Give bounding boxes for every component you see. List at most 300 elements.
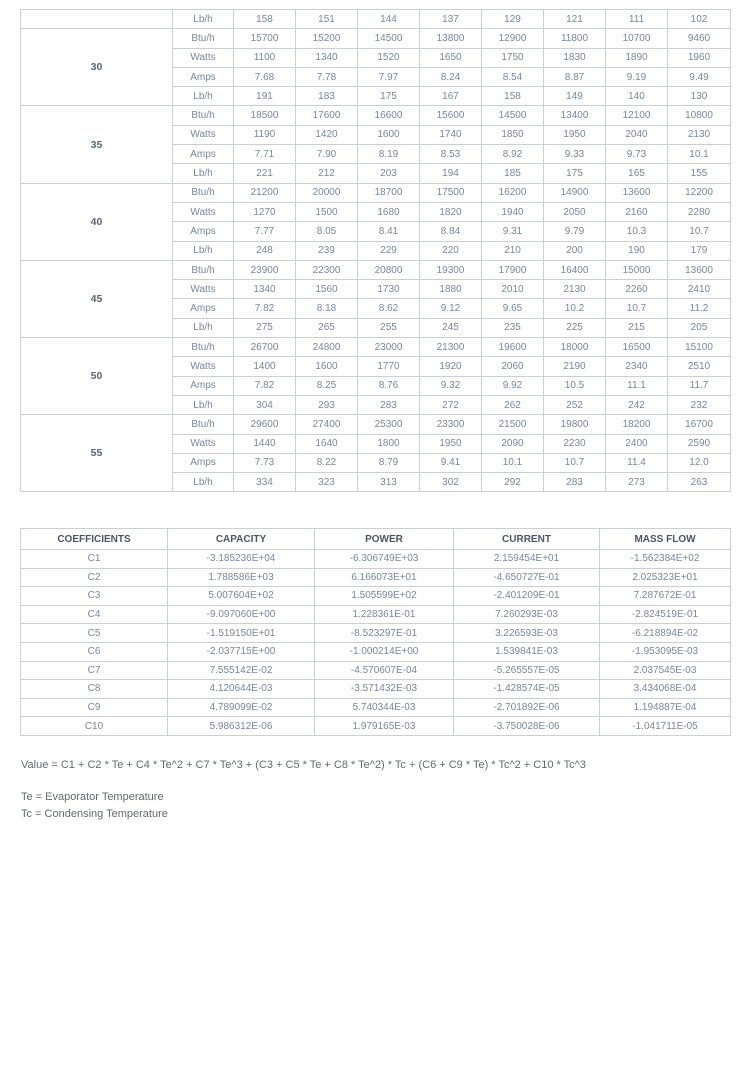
value-cell: 9.79 (544, 222, 606, 241)
value-cell: 9.65 (482, 299, 544, 318)
coefficient-name-cell: C4 (21, 605, 168, 624)
value-cell: 18000 (544, 338, 606, 357)
value-cell: 9.31 (482, 222, 544, 241)
value-cell: 242 (606, 395, 668, 414)
value-cell: 24800 (296, 338, 358, 357)
value-cell: 111 (606, 10, 668, 29)
value-cell: 9.73 (606, 145, 668, 164)
value-cell: 10.5 (544, 376, 606, 395)
value-cell: 190 (606, 241, 668, 260)
value-cell: 1820 (420, 202, 482, 221)
table-row (21, 698, 731, 717)
value-cell: 265 (296, 318, 358, 337)
coefficient-value-cell: -1.953095E-03 (600, 642, 731, 661)
value-cell: 245 (420, 318, 482, 337)
value-cell: 273 (606, 473, 668, 492)
coefficient-value-cell: 1.788586E+03 (168, 568, 315, 587)
value-cell: 10.7 (668, 222, 731, 241)
value-cell: 7.82 (234, 376, 296, 395)
value-cell: 1270 (234, 202, 296, 221)
coefficient-value-cell: -1.000214E+00 (315, 642, 454, 661)
value-cell: 8.76 (358, 376, 420, 395)
value-cell: 23300 (420, 415, 482, 434)
coefficient-value-cell: -6.306749E+03 (315, 550, 454, 569)
value-cell: 304 (234, 395, 296, 414)
value-cell: 1950 (544, 125, 606, 144)
coefficient-value-cell: 7.260293E-03 (454, 605, 600, 624)
table-row (21, 605, 731, 624)
value-cell: 1560 (296, 280, 358, 299)
value-cell: 158 (234, 10, 296, 29)
value-cell: 8.54 (482, 67, 544, 86)
coefficient-value-cell: -1.041711E-05 (600, 717, 731, 736)
value-cell: 1890 (606, 48, 668, 67)
value-cell: 293 (296, 395, 358, 414)
unit-cell: Amps (173, 67, 234, 86)
value-cell: 12900 (482, 29, 544, 48)
coefficient-value-cell: -3.750028E-06 (454, 717, 600, 736)
coefficients-header-row (21, 529, 731, 550)
coefficients-table-body (21, 550, 731, 736)
value-cell: 263 (668, 473, 731, 492)
coefficient-value-cell: 2.025323E+01 (600, 568, 731, 587)
coefficient-value-cell: -2.037715E+00 (168, 642, 315, 661)
value-cell: 11800 (544, 29, 606, 48)
coefficient-value-cell: -2.701892E-06 (454, 698, 600, 717)
unit-cell: Lb/h (173, 318, 234, 337)
value-cell: 12.0 (668, 453, 731, 472)
value-cell: 26700 (234, 338, 296, 357)
coefficient-value-cell: -4.570607E-04 (315, 661, 454, 680)
table-row (21, 550, 731, 569)
value-cell: 16500 (606, 338, 668, 357)
value-cell: 9.92 (482, 376, 544, 395)
temperature-cell: 45 (21, 260, 173, 337)
value-cell: 8.87 (544, 67, 606, 86)
unit-cell: Btu/h (173, 260, 234, 279)
coefficient-name-cell: C9 (21, 698, 168, 717)
coefficient-value-cell: 1.539841E-03 (454, 642, 600, 661)
value-cell: 8.25 (296, 376, 358, 395)
unit-cell: Amps (173, 376, 234, 395)
value-cell: 13400 (544, 106, 606, 125)
column-header: CAPACITY (168, 529, 315, 550)
value-cell: 16400 (544, 260, 606, 279)
value-cell: 17500 (420, 183, 482, 202)
value-cell: 334 (234, 473, 296, 492)
value-cell: 10700 (606, 29, 668, 48)
value-cell: 19800 (544, 415, 606, 434)
value-cell: 12200 (668, 183, 731, 202)
value-cell: 15200 (296, 29, 358, 48)
table-row (21, 338, 731, 357)
value-cell: 10.1 (668, 145, 731, 164)
value-cell: 1920 (420, 357, 482, 376)
value-cell: 10.7 (544, 453, 606, 472)
value-cell: 2130 (544, 280, 606, 299)
value-cell: 1880 (420, 280, 482, 299)
value-cell: 9.19 (606, 67, 668, 86)
coefficient-name-cell: C3 (21, 587, 168, 606)
value-cell: 25300 (358, 415, 420, 434)
value-cell: 15000 (606, 260, 668, 279)
value-cell: 11.7 (668, 376, 731, 395)
value-cell: 18200 (606, 415, 668, 434)
value-cell: 229 (358, 241, 420, 260)
value-cell: 158 (482, 87, 544, 106)
value-cell: 1740 (420, 125, 482, 144)
value-cell: 20000 (296, 183, 358, 202)
value-cell: 129 (482, 10, 544, 29)
value-cell: 1440 (234, 434, 296, 453)
value-cell: 18500 (234, 106, 296, 125)
value-cell: 155 (668, 164, 731, 183)
value-cell: 252 (544, 395, 606, 414)
value-cell: 167 (420, 87, 482, 106)
value-cell: 1680 (358, 202, 420, 221)
value-cell: 220 (420, 241, 482, 260)
table-row (21, 587, 731, 606)
coefficient-value-cell: 1.979165E-03 (315, 717, 454, 736)
coefficient-value-cell: 4.789099E-02 (168, 698, 315, 717)
unit-cell: Watts (173, 434, 234, 453)
value-cell: 203 (358, 164, 420, 183)
coefficient-name-cell: C6 (21, 642, 168, 661)
note-condensing-temperature: Tc = Condensing Temperature (21, 808, 168, 820)
coefficient-value-cell: 5.007604E+02 (168, 587, 315, 606)
coefficient-value-cell: 3.434068E-04 (600, 680, 731, 699)
value-cell: 323 (296, 473, 358, 492)
value-cell: 235 (482, 318, 544, 337)
value-cell: 7.90 (296, 145, 358, 164)
performance-table (20, 9, 731, 492)
value-cell: 14500 (482, 106, 544, 125)
coefficient-value-cell: -1.428574E-05 (454, 680, 600, 699)
value-cell: 2340 (606, 357, 668, 376)
temperature-cell: 40 (21, 183, 173, 260)
unit-cell: Lb/h (173, 473, 234, 492)
column-header: CURRENT (454, 529, 600, 550)
coefficient-value-cell: -1.519150E+01 (168, 624, 315, 643)
value-cell: 8.62 (358, 299, 420, 318)
value-cell: 8.18 (296, 299, 358, 318)
table-row (21, 260, 731, 279)
value-cell: 175 (358, 87, 420, 106)
coefficient-value-cell: -2.824519E-01 (600, 605, 731, 624)
table-row (21, 661, 731, 680)
table-row (21, 624, 731, 643)
value-cell: 7.68 (234, 67, 296, 86)
coefficient-value-cell: 4.120644E-03 (168, 680, 315, 699)
value-cell: 10.3 (606, 222, 668, 241)
value-cell: 11.2 (668, 299, 731, 318)
coefficient-value-cell: 3.226593E-03 (454, 624, 600, 643)
value-cell: 1960 (668, 48, 731, 67)
value-cell: 283 (358, 395, 420, 414)
value-cell: 1730 (358, 280, 420, 299)
temperature-cell: 50 (21, 338, 173, 415)
value-cell: 1850 (482, 125, 544, 144)
value-cell: 9.41 (420, 453, 482, 472)
value-cell: 275 (234, 318, 296, 337)
coefficient-name-cell: C8 (21, 680, 168, 699)
value-cell: 14500 (358, 29, 420, 48)
value-cell: 8.05 (296, 222, 358, 241)
value-cell: 272 (420, 395, 482, 414)
value-cell: 130 (668, 87, 731, 106)
temperature-cell: 35 (21, 106, 173, 183)
value-cell: 8.53 (420, 145, 482, 164)
value-cell: 23900 (234, 260, 296, 279)
value-cell: 13600 (606, 183, 668, 202)
value-cell: 1600 (358, 125, 420, 144)
value-cell: 2040 (606, 125, 668, 144)
value-cell: 15600 (420, 106, 482, 125)
table-row (21, 717, 731, 736)
coefficient-value-cell: 7.287672E-01 (600, 587, 731, 606)
value-cell: 2590 (668, 434, 731, 453)
value-cell: 2010 (482, 280, 544, 299)
value-cell: 12100 (606, 106, 668, 125)
value-cell: 1400 (234, 357, 296, 376)
value-cell: 11.1 (606, 376, 668, 395)
value-cell: 2190 (544, 357, 606, 376)
value-cell: 9.33 (544, 145, 606, 164)
value-cell: 7.73 (234, 453, 296, 472)
value-cell: 183 (296, 87, 358, 106)
value-cell: 232 (668, 395, 731, 414)
value-cell: 2130 (668, 125, 731, 144)
unit-cell: Amps (173, 222, 234, 241)
unit-cell: Btu/h (173, 29, 234, 48)
value-cell: 2410 (668, 280, 731, 299)
coefficient-value-cell: 2.037545E-03 (600, 661, 731, 680)
value-cell: 248 (234, 241, 296, 260)
unit-cell: Btu/h (173, 415, 234, 434)
value-cell: 1520 (358, 48, 420, 67)
note-evaporator-temperature: Te = Evaporator Temperature (21, 791, 164, 803)
value-cell: 2090 (482, 434, 544, 453)
value-cell: 8.24 (420, 67, 482, 86)
column-header: POWER (315, 529, 454, 550)
value-cell: 191 (234, 87, 296, 106)
value-cell: 149 (544, 87, 606, 106)
value-cell: 18700 (358, 183, 420, 202)
table-row (21, 183, 731, 202)
value-cell: 2060 (482, 357, 544, 376)
coefficient-value-cell: -2.401209E-01 (454, 587, 600, 606)
value-cell: 215 (606, 318, 668, 337)
coefficient-value-cell: -3.571432E-03 (315, 680, 454, 699)
value-cell: 221 (234, 164, 296, 183)
value-cell: 1500 (296, 202, 358, 221)
performance-table-body (21, 10, 731, 492)
value-cell: 7.71 (234, 145, 296, 164)
coefficient-value-cell: -5.265557E-05 (454, 661, 600, 680)
value-cell: 10800 (668, 106, 731, 125)
unit-cell: Btu/h (173, 106, 234, 125)
unit-cell: Watts (173, 280, 234, 299)
value-cell: 10.2 (544, 299, 606, 318)
coefficient-value-cell: 1.228361E-01 (315, 605, 454, 624)
value-cell: 1190 (234, 125, 296, 144)
value-cell: 210 (482, 241, 544, 260)
temperature-cell (21, 10, 173, 29)
table-row (21, 568, 731, 587)
value-cell: 7.78 (296, 67, 358, 86)
unit-cell: Lb/h (173, 164, 234, 183)
coefficient-name-cell: C1 (21, 550, 168, 569)
coefficient-value-cell: -1.562384E+02 (600, 550, 731, 569)
value-cell: 16200 (482, 183, 544, 202)
value-cell: 1750 (482, 48, 544, 67)
value-cell: 23000 (358, 338, 420, 357)
coefficient-value-cell: -6.218894E-02 (600, 624, 731, 643)
value-cell: 22300 (296, 260, 358, 279)
value-cell: 1340 (234, 280, 296, 299)
value-cell: 2400 (606, 434, 668, 453)
value-cell: 225 (544, 318, 606, 337)
value-cell: 1940 (482, 202, 544, 221)
value-cell: 9460 (668, 29, 731, 48)
value-cell: 13600 (668, 260, 731, 279)
value-cell: 1770 (358, 357, 420, 376)
value-cell: 15100 (668, 338, 731, 357)
value-cell: 7.97 (358, 67, 420, 86)
coefficient-name-cell: C10 (21, 717, 168, 736)
unit-cell: Lb/h (173, 87, 234, 106)
value-cell: 19300 (420, 260, 482, 279)
value-cell: 194 (420, 164, 482, 183)
table-row (21, 29, 731, 48)
value-cell: 313 (358, 473, 420, 492)
value-cell: 15700 (234, 29, 296, 48)
value-cell: 151 (296, 10, 358, 29)
value-cell: 200 (544, 241, 606, 260)
coefficient-value-cell: 7.555142E-02 (168, 661, 315, 680)
value-cell: 21200 (234, 183, 296, 202)
unit-cell: Amps (173, 299, 234, 318)
value-cell: 2510 (668, 357, 731, 376)
value-cell: 205 (668, 318, 731, 337)
value-cell: 292 (482, 473, 544, 492)
coefficients-table (20, 528, 731, 736)
value-cell: 8.84 (420, 222, 482, 241)
value-cell: 2160 (606, 202, 668, 221)
unit-cell: Watts (173, 357, 234, 376)
table-row (21, 680, 731, 699)
value-cell: 10.1 (482, 453, 544, 472)
value-cell: 9.49 (668, 67, 731, 86)
table-row (21, 106, 731, 125)
value-cell: 262 (482, 395, 544, 414)
value-cell: 302 (420, 473, 482, 492)
coefficient-value-cell: 2.159454E+01 (454, 550, 600, 569)
coefficient-value-cell: -9.097060E+00 (168, 605, 315, 624)
value-cell: 1950 (420, 434, 482, 453)
column-header: MASS FLOW (600, 529, 731, 550)
value-cell: 11.4 (606, 453, 668, 472)
value-cell: 175 (544, 164, 606, 183)
value-cell: 121 (544, 10, 606, 29)
unit-cell: Watts (173, 202, 234, 221)
value-cell: 10.7 (606, 299, 668, 318)
value-cell: 17900 (482, 260, 544, 279)
value-cell: 16700 (668, 415, 731, 434)
value-cell: 19600 (482, 338, 544, 357)
value-cell: 1420 (296, 125, 358, 144)
coefficient-name-cell: C7 (21, 661, 168, 680)
unit-cell: Amps (173, 145, 234, 164)
coefficient-value-cell: -8.523297E-01 (315, 624, 454, 643)
value-cell: 1640 (296, 434, 358, 453)
coefficient-name-cell: C5 (21, 624, 168, 643)
coefficient-value-cell: -4.650727E-01 (454, 568, 600, 587)
value-cell: 2050 (544, 202, 606, 221)
value-cell: 255 (358, 318, 420, 337)
coefficient-value-cell: 6.166073E+01 (315, 568, 454, 587)
column-header: COEFFICIENTS (21, 529, 168, 550)
unit-cell: Watts (173, 125, 234, 144)
value-cell: 1800 (358, 434, 420, 453)
value-cell: 7.77 (234, 222, 296, 241)
value-cell: 1600 (296, 357, 358, 376)
value-cell: 8.19 (358, 145, 420, 164)
value-formula: Value = C1 + C2 * Te + C4 * Te^2 + C7 * Te^3 + (C3 + C5 * Te + C8 * Te^2) * Tc + (C6 + C9 * Te) * Tc^2 + C10 * Tc^3 (21, 759, 586, 771)
unit-cell: Lb/h (173, 10, 234, 29)
value-cell: 2260 (606, 280, 668, 299)
value-cell: 185 (482, 164, 544, 183)
value-cell: 27400 (296, 415, 358, 434)
value-cell: 179 (668, 241, 731, 260)
value-cell: 14900 (544, 183, 606, 202)
value-cell: 137 (420, 10, 482, 29)
value-cell: 1100 (234, 48, 296, 67)
value-cell: 8.79 (358, 453, 420, 472)
value-cell: 13800 (420, 29, 482, 48)
value-cell: 21500 (482, 415, 544, 434)
value-cell: 17600 (296, 106, 358, 125)
value-cell: 283 (544, 473, 606, 492)
value-cell: 9.32 (420, 376, 482, 395)
value-cell: 29600 (234, 415, 296, 434)
temperature-cell: 55 (21, 415, 173, 492)
coefficient-name-cell: C2 (21, 568, 168, 587)
value-cell: 2230 (544, 434, 606, 453)
unit-cell: Btu/h (173, 183, 234, 202)
table-row (21, 642, 731, 661)
value-cell: 2280 (668, 202, 731, 221)
value-cell: 140 (606, 87, 668, 106)
table-row (21, 415, 731, 434)
unit-cell: Lb/h (173, 241, 234, 260)
unit-cell: Btu/h (173, 338, 234, 357)
value-cell: 239 (296, 241, 358, 260)
coefficient-value-cell: 1.505599E+02 (315, 587, 454, 606)
coefficient-value-cell: 5.740344E-03 (315, 698, 454, 717)
coefficient-value-cell: -3.185236E+04 (168, 550, 315, 569)
unit-cell: Amps (173, 453, 234, 472)
unit-cell: Lb/h (173, 395, 234, 414)
value-cell: 102 (668, 10, 731, 29)
coefficient-value-cell: 1.194887E-04 (600, 698, 731, 717)
value-cell: 165 (606, 164, 668, 183)
value-cell: 144 (358, 10, 420, 29)
value-cell: 7.82 (234, 299, 296, 318)
unit-cell: Watts (173, 48, 234, 67)
value-cell: 21300 (420, 338, 482, 357)
value-cell: 20800 (358, 260, 420, 279)
